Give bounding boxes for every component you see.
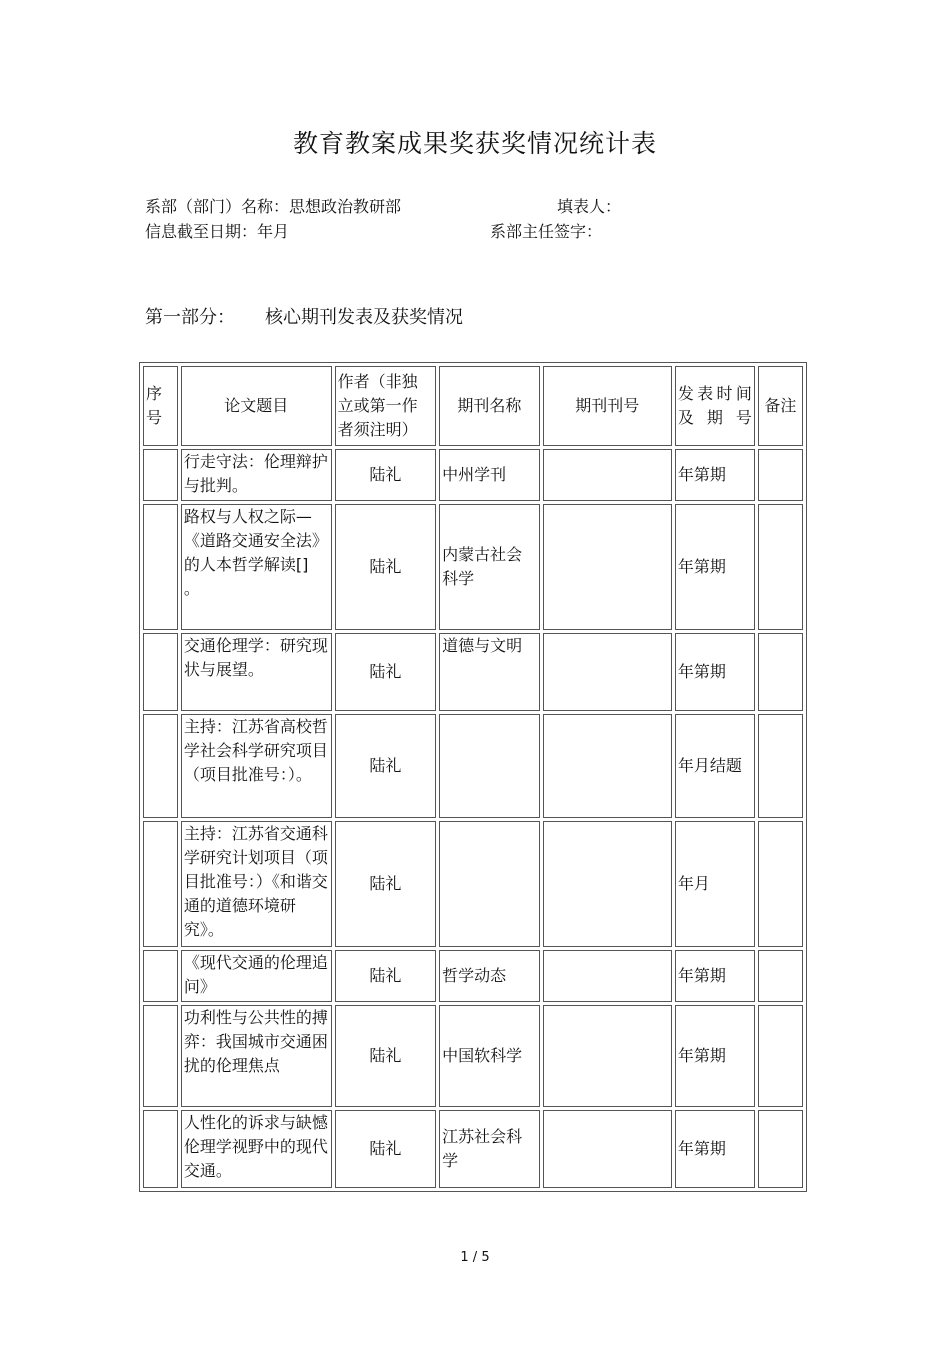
cell-title: 人性化的诉求与缺憾伦理学视野中的现代交通。 [181, 1110, 332, 1188]
section-part: 第一部分： [145, 307, 235, 328]
table-row [143, 449, 803, 501]
cell-journal [439, 714, 540, 818]
filler-label: 填表人： [557, 197, 622, 216]
cell-seq [143, 950, 178, 1002]
cell-journal: 内蒙古社会科学 [439, 504, 540, 630]
cell-issue [543, 714, 672, 818]
cell-journal: 中国软科学 [439, 1005, 540, 1107]
cell-date: 年第期 [675, 950, 755, 1002]
cell-author: 陆礼 [335, 1005, 437, 1107]
cell-title: 行走守法：伦理辩护与批判。 [181, 449, 332, 501]
cell-author: 陆礼 [335, 449, 437, 501]
cell-seq [143, 1005, 178, 1107]
cell-issue [543, 633, 672, 711]
page-number: 1 / 5 [460, 1250, 490, 1265]
table-row [143, 1110, 803, 1188]
header-title: 论文题目 [181, 366, 332, 446]
table-row [143, 714, 803, 818]
table-row [143, 633, 803, 711]
header-journal: 期刊名称 [439, 366, 540, 446]
section-name: 核心期刊发表及获奖情况 [265, 307, 463, 328]
cell-issue [543, 449, 672, 501]
table-row [143, 1005, 803, 1107]
cell-date: 年第期 [675, 1005, 755, 1107]
cell-issue [543, 950, 672, 1002]
table-row [143, 821, 803, 947]
cell-issue [543, 1005, 672, 1107]
results-table [139, 362, 807, 1192]
cell-remark [758, 1005, 803, 1107]
cell-date: 年第期 [675, 1110, 755, 1188]
cell-author: 陆礼 [335, 950, 437, 1002]
cell-date: 年第期 [675, 504, 755, 630]
cell-remark [758, 449, 803, 501]
cell-remark [758, 714, 803, 818]
cell-remark [758, 633, 803, 711]
cell-journal: 中州学刊 [439, 449, 540, 501]
cell-date: 年第期 [675, 633, 755, 711]
section-heading [145, 303, 463, 329]
cell-date: 年第期 [675, 449, 755, 501]
header-remark: 备注 [758, 366, 803, 446]
cell-seq [143, 504, 178, 630]
cell-date: 年月 [675, 821, 755, 947]
header-seq: 序号 [143, 366, 178, 446]
cell-author: 陆礼 [335, 714, 437, 818]
header-date: 发表时间及期号 [675, 366, 755, 446]
cell-date: 年月结题 [675, 714, 755, 818]
cell-journal: 江苏社会科学 [439, 1110, 540, 1188]
cell-journal [439, 821, 540, 947]
table-header-row [143, 366, 803, 446]
director-sign-label: 系部主任签字： [490, 222, 603, 241]
cell-journal: 哲学动态 [439, 950, 540, 1002]
cell-seq [143, 1110, 178, 1188]
cell-author: 陆礼 [335, 633, 437, 711]
cell-issue [543, 504, 672, 630]
cell-remark [758, 1110, 803, 1188]
cell-remark [758, 504, 803, 630]
document-title: 教育教案成果奖获奖情况统计表 [292, 129, 657, 158]
cell-remark [758, 821, 803, 947]
cell-title: 《现代交通的伦理追问》 [181, 950, 332, 1002]
header-author: 作者（非独立或第一作者须注明） [335, 366, 437, 446]
deadline-label: 信息截至日期：年月 [145, 222, 290, 241]
cell-author: 陆礼 [335, 1110, 437, 1188]
cell-journal: 道德与文明 [439, 633, 540, 711]
cell-issue [543, 1110, 672, 1188]
cell-remark [758, 950, 803, 1002]
cell-title: 功利性与公共性的搏弈：我国城市交通困扰的伦理焦点 [181, 1005, 332, 1107]
table-row [143, 950, 803, 1002]
cell-title: 路权与人权之际—《道路交通安全法》的人本哲学解读[] 。 [181, 504, 332, 630]
cell-title: 主持：江苏省高校哲学社会科学研究项目（项目批准号：）。 [181, 714, 332, 818]
department-label: 系部（部门）名称：思想政治教研部 [145, 197, 402, 216]
cell-seq [143, 714, 178, 818]
header-issue: 期刊刊号 [543, 366, 672, 446]
cell-seq [143, 449, 178, 501]
cell-title: 交通伦理学：研究现状与展望。 [181, 633, 332, 711]
cell-issue [543, 821, 672, 947]
cell-seq [143, 633, 178, 711]
cell-author: 陆礼 [335, 504, 437, 630]
cell-author: 陆礼 [335, 821, 437, 947]
table-row [143, 504, 803, 630]
cell-title: 主持：江苏省交通科学研究计划项目（项目批准号：）《和谐交通的道德环境研究》。 [181, 821, 332, 947]
cell-seq [143, 821, 178, 947]
